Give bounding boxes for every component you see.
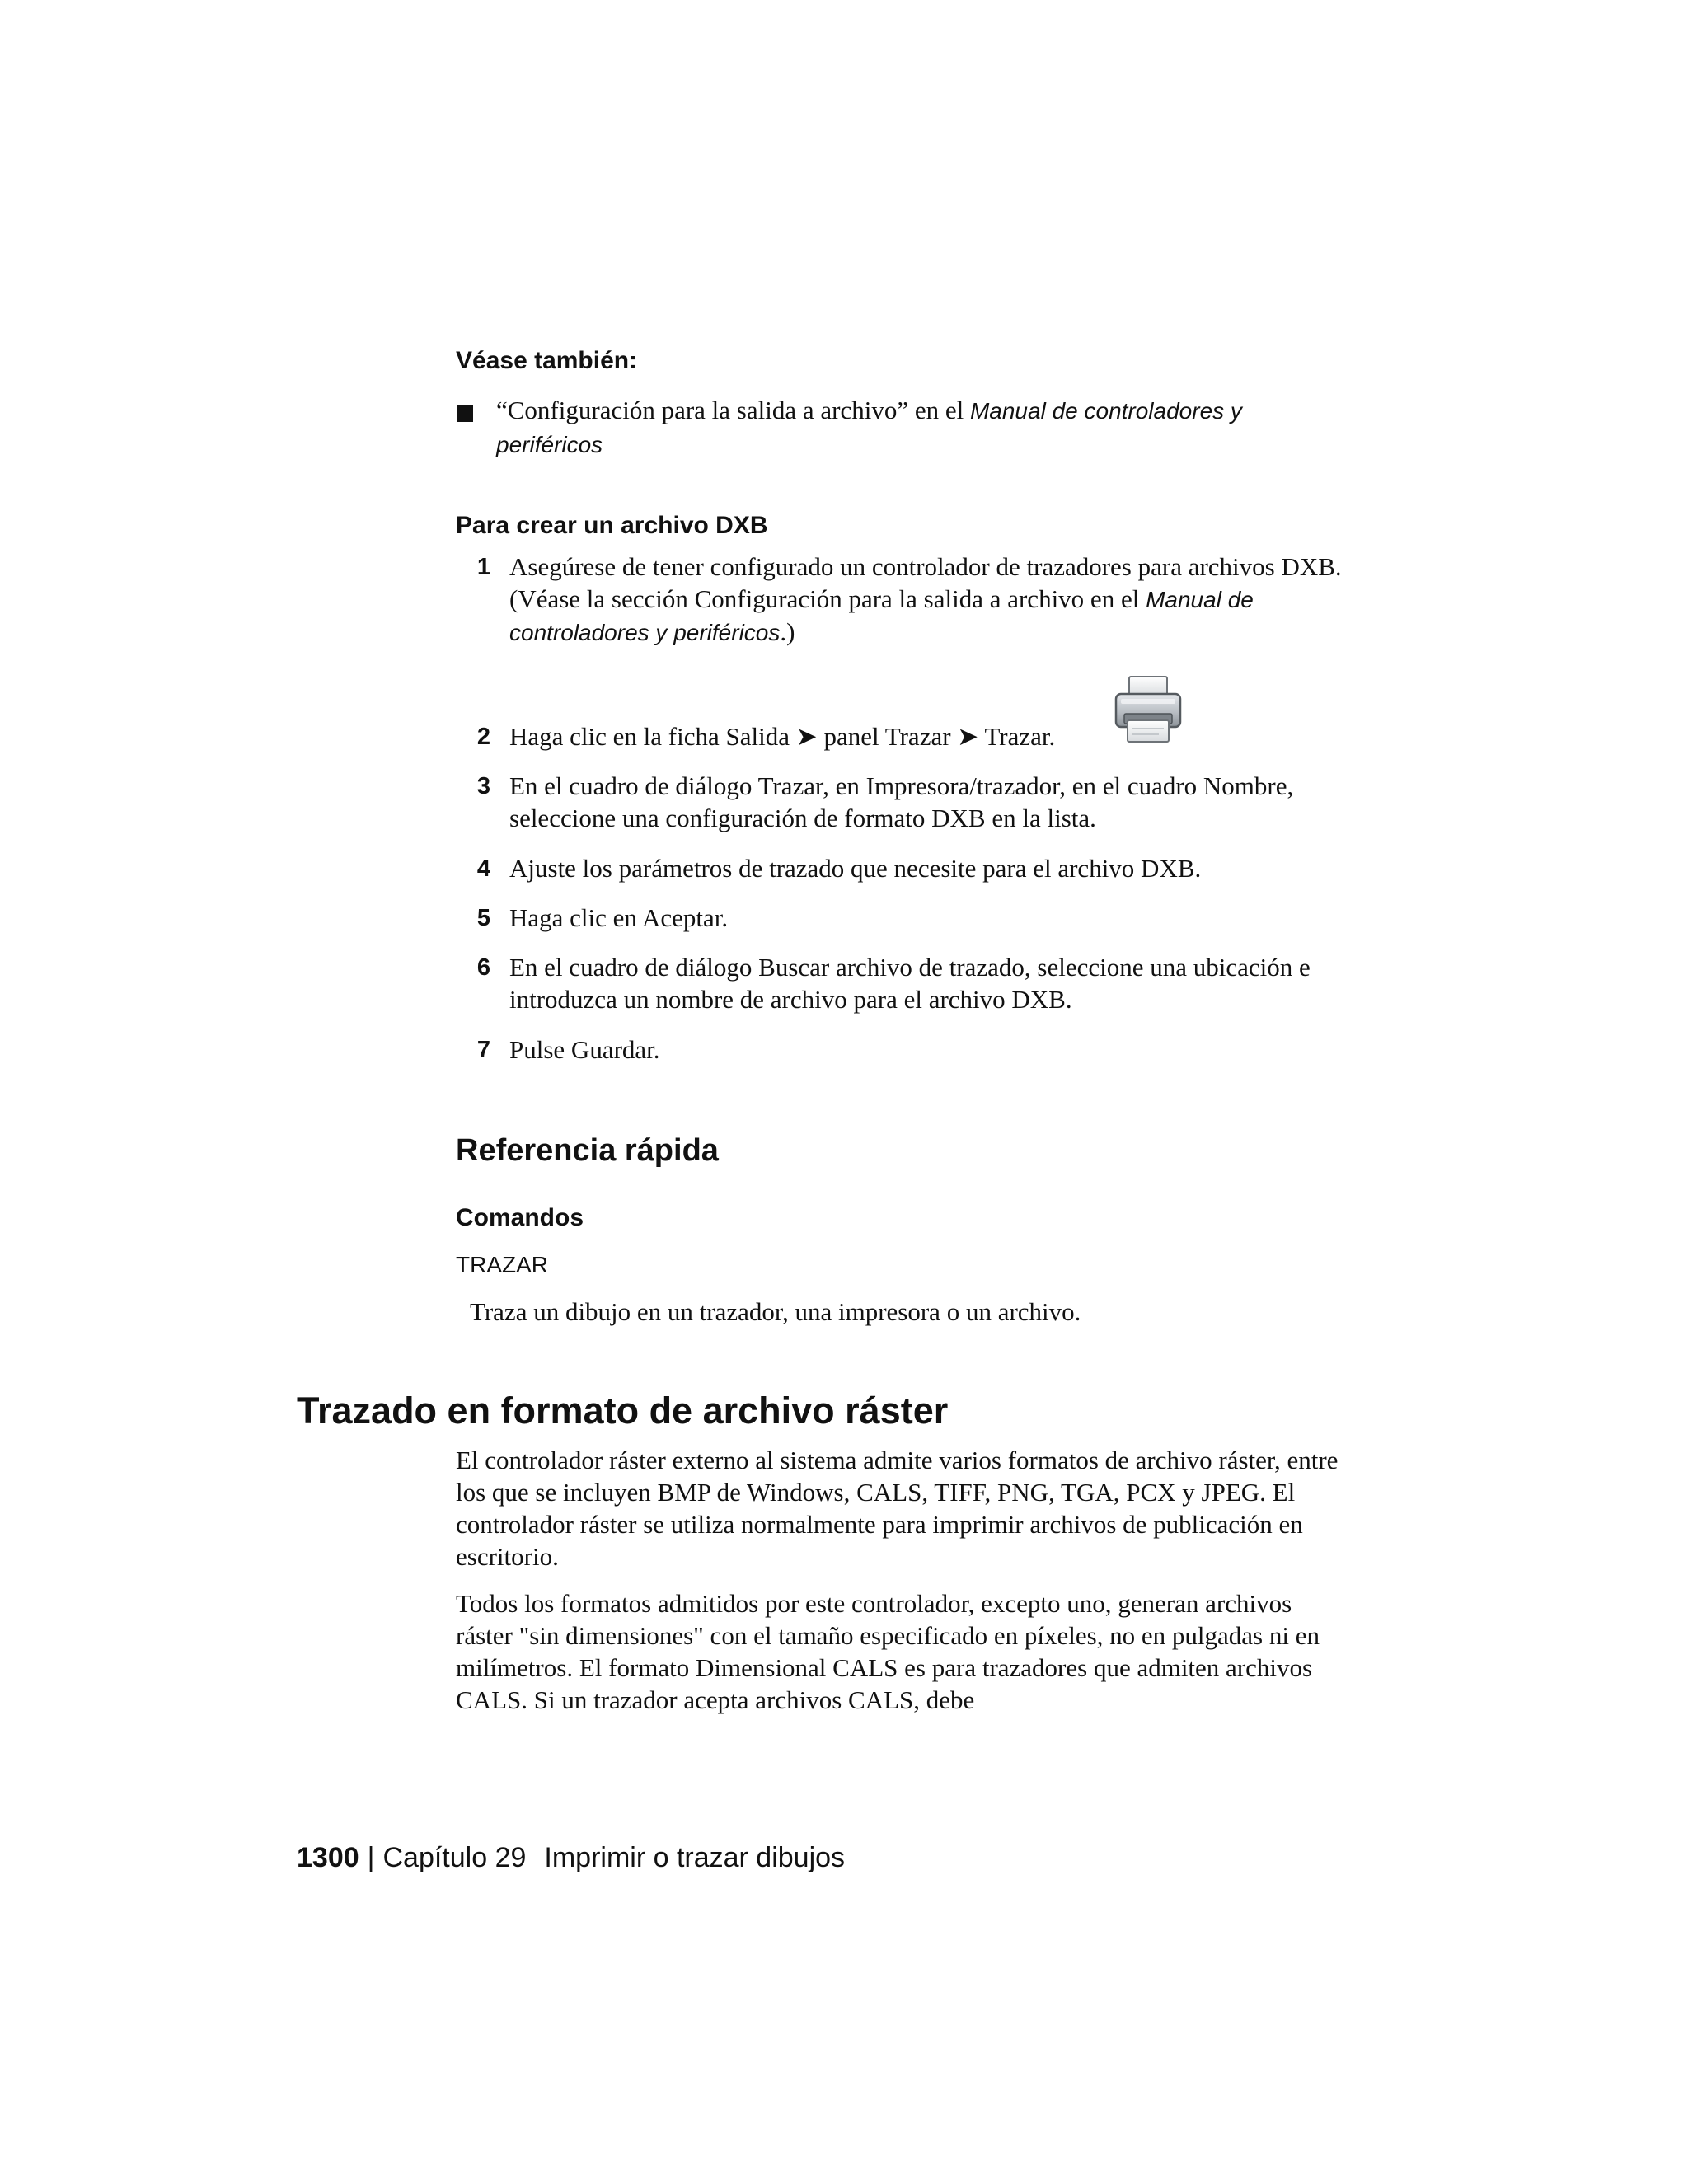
page-footer xyxy=(297,1840,845,1876)
footer-chapter: Capítulo 29 xyxy=(382,1842,527,1873)
see-also-heading: Véase también: xyxy=(456,347,638,374)
step-text xyxy=(509,551,1383,649)
step-number: 2 xyxy=(476,724,490,750)
quick-reference-heading: Referencia rápida xyxy=(456,1133,719,1168)
footer-chapter-title: Imprimir o trazar dibujos xyxy=(544,1842,846,1873)
printer-icon xyxy=(1111,674,1185,745)
step-text: En el cuadro de diálogo Buscar archivo de trazado, seleccione una ubicación e introduzca un nombre de archivo para el archivo DXB. xyxy=(509,953,1311,1014)
step-number: 4 xyxy=(476,855,490,882)
see-also-item xyxy=(496,394,1353,462)
see-also-item-text: “Configuración para la salida a archivo” en el xyxy=(496,396,970,424)
bullet-square-icon xyxy=(457,405,473,422)
commands-heading: Comandos xyxy=(456,1204,584,1231)
step-text: Ajuste los parámetros de trazado que necesite para el archivo DXB. xyxy=(509,854,1202,883)
section-paragraph: Todos los formatos admitidos por este controlador, excepto uno, generan archivos ráster "sin dimensiones" con el tamaño especificado en píxeles, no en pulgadas ni en milímetros. El formato Dimensional CALS es para trazadores que admiten archivos CALS. Si un trazador acepta archivos CALS, debe xyxy=(456,1589,1320,1714)
step-text: En el cuadro de diálogo Trazar, en Impresora/trazador, en el cuadro Nombre, seleccione una configuración de formato DXB en la lista. xyxy=(509,771,1294,832)
step-1-manual-link[interactable]: Manual de controladores y periféricos xyxy=(509,587,1254,645)
step-number: 6 xyxy=(476,954,490,981)
step-1-text-end: .) xyxy=(780,617,795,646)
see-also-item-manual-link[interactable]: Manual de controladores y periféricos xyxy=(496,398,1242,457)
step-number: 5 xyxy=(476,905,490,931)
procedure-heading: Para crear un archivo DXB xyxy=(456,512,768,539)
command-description: Traza un dibujo en un trazador, una impresora o un archivo. xyxy=(470,1297,1081,1326)
step-text: Haga clic en la ficha Salida ➤ panel Trazar ➤ Trazar. xyxy=(509,722,1056,751)
step-number: 1 xyxy=(476,554,490,580)
step-text: Haga clic en Aceptar. xyxy=(509,903,729,932)
step-number: 3 xyxy=(476,773,490,799)
step-text: Pulse Guardar. xyxy=(509,1035,660,1064)
step-number: 7 xyxy=(476,1037,490,1063)
section-title: Trazado en formato de archivo ráster xyxy=(297,1390,949,1432)
step-1-text: Asegúrese de tener configurado un controlador de trazadores para archivos DXB. (Véase la sección Configuración para la salida a archivo en el xyxy=(509,552,1342,613)
command-name[interactable]: TRAZAR xyxy=(456,1252,548,1277)
page-number: 1300 xyxy=(297,1842,359,1873)
section-paragraph: El controlador ráster externo al sistema admite varios formatos de archivo ráster, entre los que se incluyen BMP de Windows, CALS, TIFF, PNG, TGA, PCX y JPEG. El controlador ráster se utiliza normalmente para imprimir archivos de publicación en escritorio. xyxy=(456,1446,1339,1571)
footer-separator: | xyxy=(367,1842,375,1873)
